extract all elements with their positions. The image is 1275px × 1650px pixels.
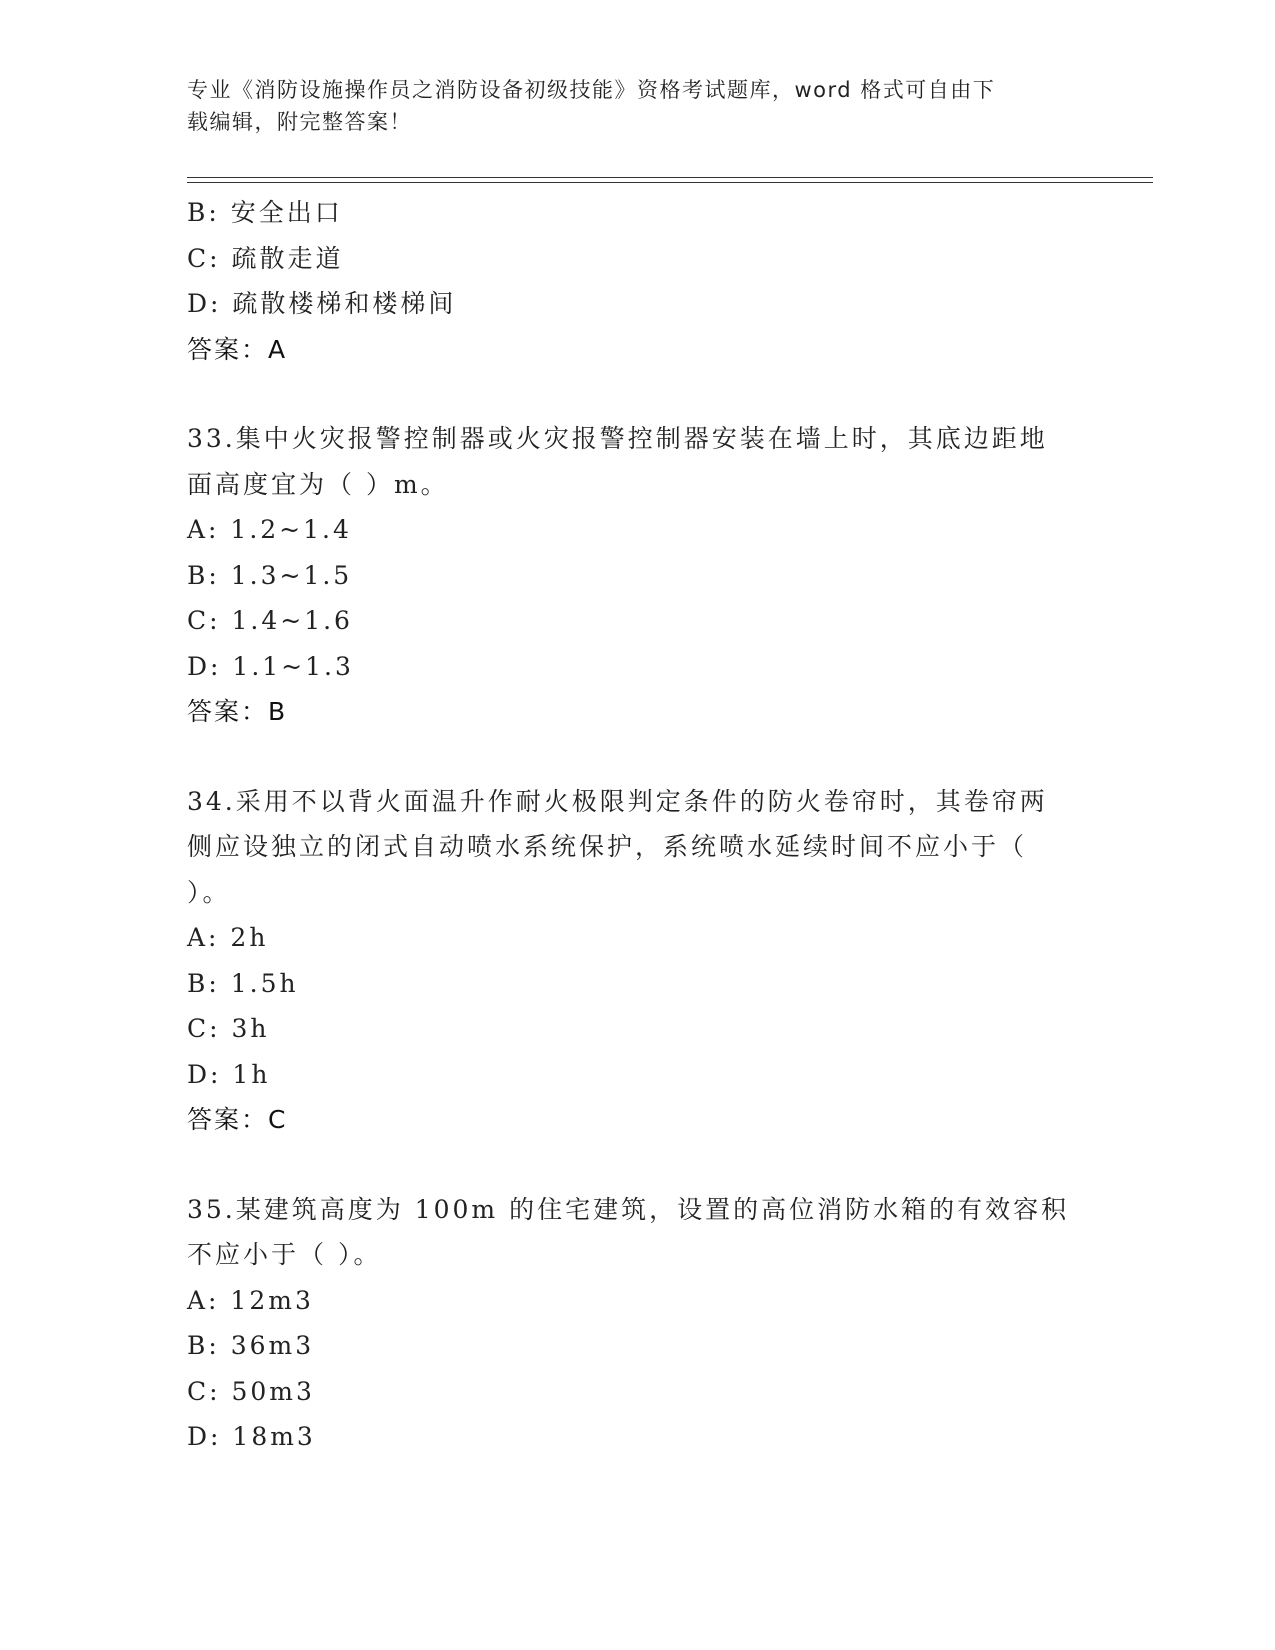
- answer: 答案：A: [187, 334, 288, 364]
- question-stem-line: 侧应设独立的闭式自动喷水系统保护，系统喷水延续时间不应小于（: [187, 832, 1028, 861]
- option-b: B: 安全出口: [187, 198, 343, 227]
- option-d: D: 疏散楼梯和楼梯间: [187, 289, 457, 318]
- spacer: [187, 372, 1087, 416]
- question-list: [187, 190, 1087, 1460]
- option-d: D: 1h: [187, 1059, 271, 1089]
- option-a: A: 12m3: [187, 1285, 314, 1315]
- option-a: A: 2h: [187, 923, 269, 952]
- option-b: B: 1.3~1.5: [187, 560, 353, 590]
- answer: 答案：C: [187, 1105, 288, 1134]
- option-b: B: 36m3: [187, 1331, 315, 1360]
- question-33: [187, 416, 1087, 735]
- option-d: D: 18m3: [187, 1422, 316, 1451]
- header-divider-bottom: [187, 182, 1153, 183]
- header-divider-top: [187, 177, 1153, 178]
- question-stem-line: 35.某建筑高度为 100m 的住宅建筑，设置的高位消防水箱的有效容积: [187, 1194, 1070, 1224]
- answer: 答案：B: [187, 697, 288, 726]
- option-b: B: 1.5h: [187, 968, 299, 998]
- option-c: C: 1.4~1.6: [187, 606, 353, 635]
- option-c: C: 疏散走道: [187, 243, 344, 273]
- question-stem-line: 33.集中火灾报警控制器或火灾报警控制器安装在墙上时，其底边距地: [187, 424, 1048, 453]
- question-35: [187, 1187, 1087, 1460]
- option-d: D: 1.1~1.3: [187, 651, 354, 681]
- option-c: C: 3h: [187, 1014, 270, 1043]
- option-c: C: 50m3: [187, 1376, 315, 1406]
- question-32: [187, 190, 1087, 372]
- header-line-1: 专业《消防设施操作员之消防设备初级技能》资格考试题库，word 格式可自由下: [187, 78, 996, 102]
- spacer: [187, 735, 1087, 779]
- header-line-2: 载编辑，附完整答案！: [187, 110, 412, 134]
- question-stem-line: 面高度宜为（ ）m。: [187, 469, 449, 499]
- document-header: [187, 74, 1067, 138]
- option-a: A: 1.2~1.4: [187, 515, 352, 544]
- spacer: [187, 1143, 1087, 1187]
- question-stem-line: 不应小于（ ）。: [187, 1240, 382, 1269]
- question-34: [187, 779, 1087, 1143]
- question-stem-line: ）。: [187, 877, 231, 907]
- question-stem-line: 34.采用不以背火面温升作耐火极限判定条件的防火卷帘时，其卷帘两: [187, 786, 1048, 816]
